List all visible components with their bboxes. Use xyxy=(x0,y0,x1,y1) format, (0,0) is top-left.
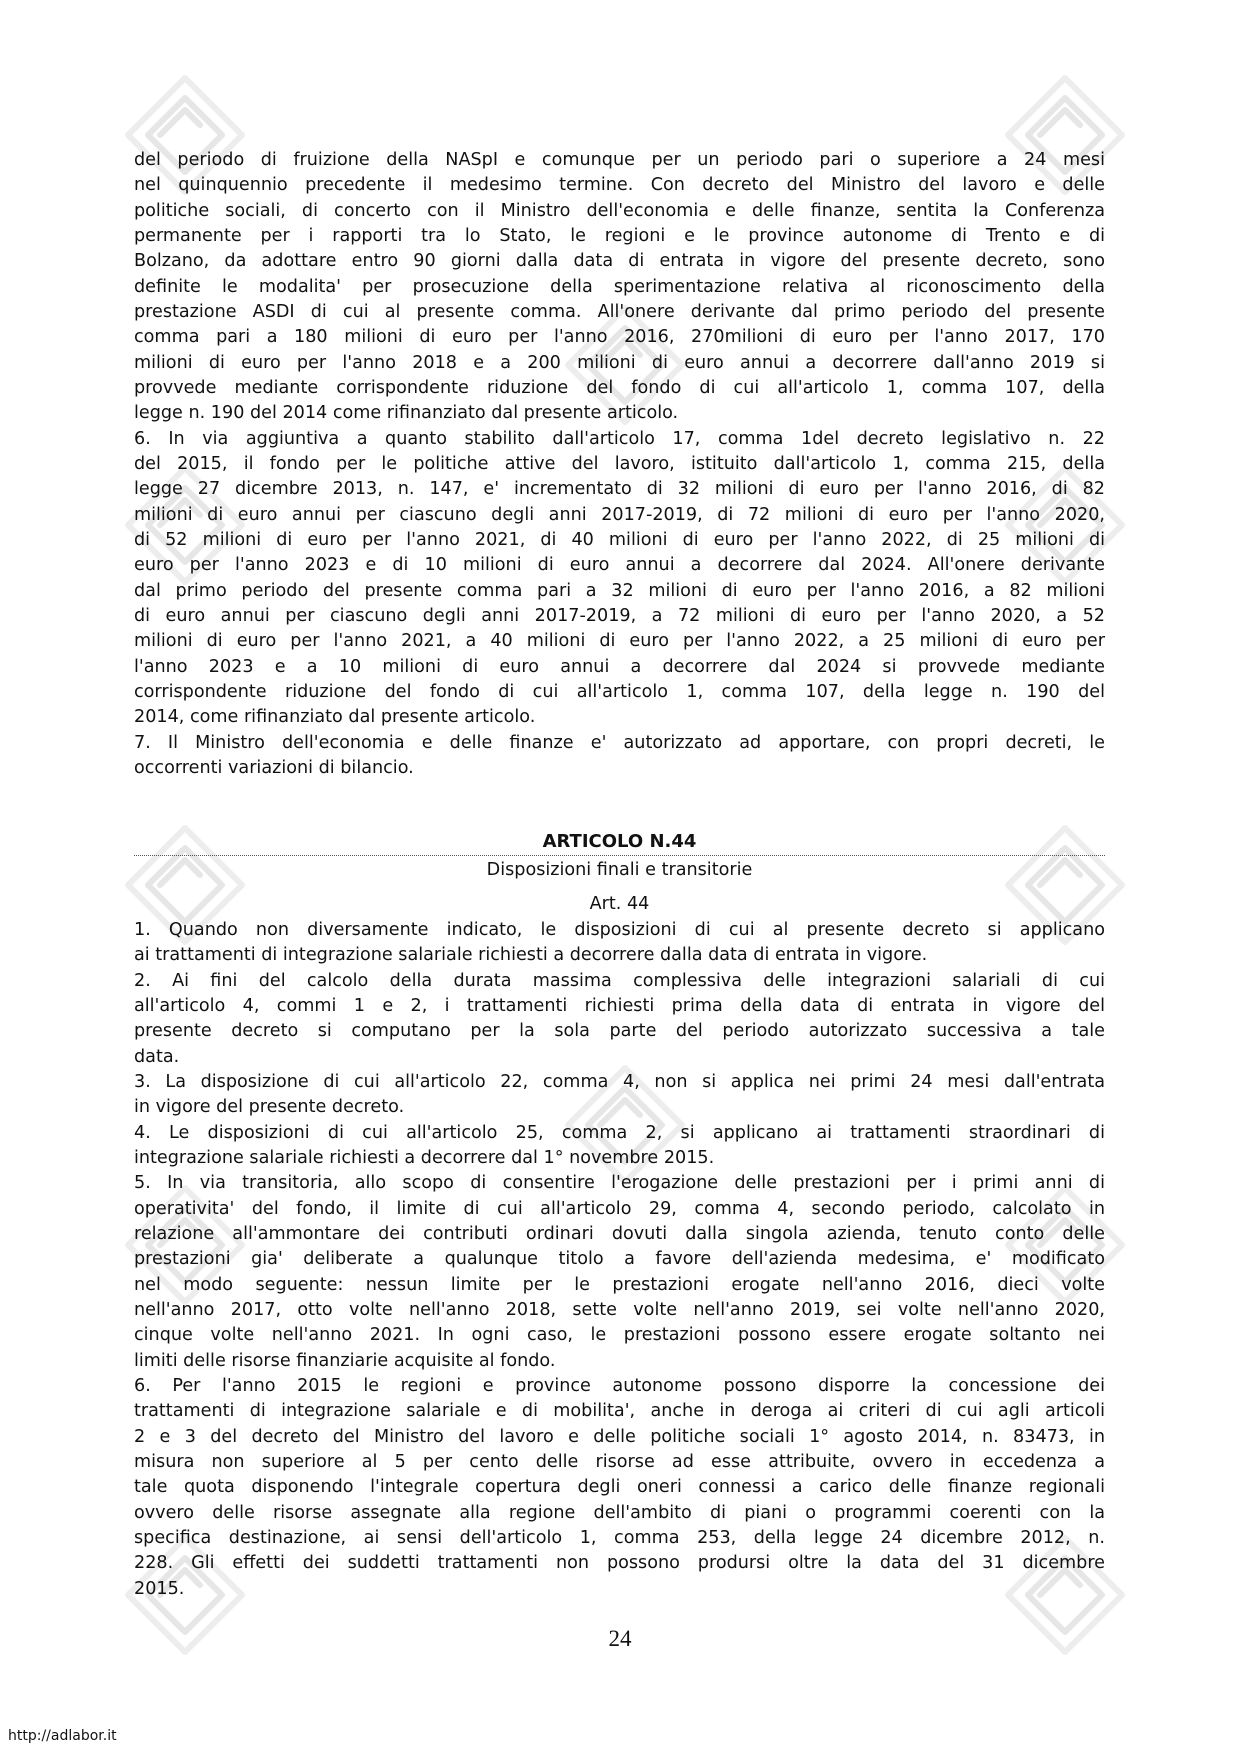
text-line: nel quinquennio precedente il medesimo termine. Con decreto del Ministro del lavoro e delle xyxy=(134,175,1105,196)
text-line: operativita' del fondo, il limite di cui all'articolo 29, comma 4, secondo periodo, calcolato in xyxy=(134,1198,1105,1219)
text-line: prestazione ASDI di cui al presente comma. All'onere derivante dal primo periodo del presente xyxy=(134,301,1105,322)
article-label: Art. 44 xyxy=(589,894,650,914)
text-line: 2014, come rifinanziato dal presente articolo. xyxy=(134,707,536,728)
text-line: euro per l'anno 2023 e di 10 milioni di euro annui a decorrere dal 2024. All'onere derivante xyxy=(134,555,1105,576)
text-line: nel modo seguente: nessun limite per le prestazioni erogate nell'anno 2016, dieci volte xyxy=(134,1274,1105,1295)
article-subtitle: Disposizioni finali e transitorie xyxy=(486,860,753,880)
text-line: permanente per i rapporti tra lo Stato, le regioni e le province autonome di Trento e di xyxy=(134,225,1105,246)
text-line: del 2015, il fondo per le politiche attive del lavoro, istituito dall'articolo 1, comma 215, della xyxy=(134,453,1105,474)
text-line: all'articolo 4, commi 1 e 2, i trattamenti richiesti prima della data di entrata in vigore del xyxy=(134,995,1105,1016)
text-line: cinque volte nell'anno 2021. In ogni caso, le prestazioni possono essere erogate soltanto nei xyxy=(134,1325,1105,1346)
text-line: misura non superiore al 5 per cento delle risorse ad esse attribuite, ovvero in eccedenza a xyxy=(134,1451,1105,1472)
text-line: milioni di euro per l'anno 2018 e a 200 milioni di euro annui a decorrere dall'anno 2019 si xyxy=(134,352,1105,373)
text-line: legge n. 190 del 2014 come rifinanziato dal presente articolo. xyxy=(134,403,679,424)
text-line: trattamenti di integrazione salariale e di mobilita', anche in deroga ai criteri di cui agli articoli xyxy=(134,1401,1105,1422)
text-line: 2 e 3 del decreto del Ministro del lavoro e delle politiche sociali 1° agosto 2014, n. 83473, in xyxy=(134,1426,1105,1447)
text-line: ovvero delle risorse assegnate alla regione dell'ambito di piani o programmi coerenti con la xyxy=(134,1502,1105,1523)
text-line: 228. Gli effetti dei suddetti trattamenti non possono prodursi oltre la data del 31 dicembre xyxy=(134,1553,1105,1574)
text-line: 7. Il Ministro dell'economia e delle finanze e' autorizzato ad apportare, con propri decreti, le xyxy=(134,732,1105,753)
text-line: prestazioni gia' deliberate a qualunque titolo a favore dell'azienda medesima, e' modificato xyxy=(134,1249,1105,1270)
article-title: ARTICOLO N.44 xyxy=(542,831,697,852)
text-line: 4. Le disposizioni di cui all'articolo 25, comma 2, si applicano ai trattamenti straordinari di xyxy=(134,1122,1105,1143)
text-line: corrispondente riduzione del fondo di cui all'articolo 1, comma 107, della legge n. 190 del xyxy=(134,681,1105,702)
text-line: nell'anno 2017, otto volte nell'anno 2018, sette volte nell'anno 2019, sei volte nell'anno 2020, xyxy=(134,1299,1105,1320)
text-line: di 52 milioni di euro per l'anno 2021, di 40 milioni di euro per l'anno 2022, di 25 milioni di xyxy=(134,529,1105,550)
text-line: legge 27 dicembre 2013, n. 147, e' incrementato di 32 milioni di euro per l'anno 2016, di 82 xyxy=(134,479,1105,500)
page-number: 24 xyxy=(608,1626,632,1651)
text-line: l'anno 2023 e a 10 milioni di euro annui a decorrere dal 2024 si provvede mediante xyxy=(134,656,1105,677)
text-line: occorrenti variazioni di bilancio. xyxy=(134,757,414,778)
text-line: limiti delle risorse finanziarie acquisite al fondo. xyxy=(134,1350,556,1371)
text-line: data. xyxy=(134,1046,180,1067)
text-line: politiche sociali, di concerto con il Ministro dell'economia e delle finanze, sentita la Conferenza xyxy=(134,200,1105,221)
text-line: milioni di euro annui per ciascuno degli anni 2017-2019, di 72 milioni di euro per l'anno 2020, xyxy=(134,504,1105,525)
footer-url: http://adlabor.it xyxy=(8,1728,117,1744)
text-line: 6. Per l'anno 2015 le regioni e province autonome possono disporre la concessione dei xyxy=(134,1375,1105,1396)
text-line: 1. Quando non diversamente indicato, le disposizioni di cui al presente decreto si applicano xyxy=(134,920,1105,940)
text-line: integrazione salariale richiesti a decorrere dal 1° novembre 2015. xyxy=(134,1147,715,1168)
text-line: definite le modalita' per prosecuzione della sperimentazione relativa al riconoscimento della xyxy=(134,276,1105,297)
text-line: specifica destinazione, ai sensi dell'articolo 1, comma 253, della legge 24 dicembre 2012, n. xyxy=(134,1527,1105,1548)
article-44-body xyxy=(134,918,1105,1602)
text-line: dal primo periodo del presente comma pari a 32 milioni di euro per l'anno 2016, a 82 milioni xyxy=(134,580,1105,601)
text-line: 2015. xyxy=(134,1578,185,1599)
text-line: 2. Ai fini del calcolo della durata massima complessiva delle integrazioni salariali di cui xyxy=(134,970,1105,991)
article-title-dotted-rule xyxy=(134,855,1105,856)
text-line: in vigore del presente decreto. xyxy=(134,1097,405,1118)
text-line: comma pari a 180 milioni di euro per l'anno 2016, 270milioni di euro per l'anno 2017, 170 xyxy=(134,327,1105,348)
text-line: relazione all'ammontare dei contributi ordinari dovuti dalla singola azienda, tenuto conto delle xyxy=(134,1223,1105,1244)
text-line: provvede mediante corrispondente riduzione del fondo di cui all'articolo 1, comma 107, della xyxy=(134,377,1105,398)
text-line: ai trattamenti di integrazione salariale richiesti a decorrere dalla data di entrata in vigore. xyxy=(134,945,928,966)
text-line: tale quota disponendo l'integrale copertura degli oneri connessi a carico delle finanze regionali xyxy=(134,1477,1105,1498)
text-line: presente decreto si computano per la sola parte del periodo autorizzato successiva a tale xyxy=(134,1021,1105,1042)
text-line: del periodo di fruizione della NASpI e comunque per un periodo pari o superiore a 24 mesi xyxy=(134,150,1105,170)
text-line: 6. In via aggiuntiva a quanto stabilito dall'articolo 17, comma 1del decreto legislativo n. 22 xyxy=(134,428,1105,449)
text-line: 3. La disposizione di cui all'articolo 22, comma 4, non si applica nei primi 24 mesi dall'entrata xyxy=(134,1071,1105,1092)
text-line: 5. In via transitoria, allo scopo di consentire l'erogazione delle prestazioni per i primi anni di xyxy=(134,1173,1105,1194)
article-43-continuation xyxy=(134,148,1105,781)
text-line: di euro annui per ciascuno degli anni 2017-2019, a 72 milioni di euro per l'anno 2020, a 52 xyxy=(134,605,1105,626)
text-line: Bolzano, da adottare entro 90 giorni dalla data di entrata in vigore del presente decreto, sono xyxy=(134,251,1105,272)
text-line: milioni di euro per l'anno 2021, a 40 milioni di euro per l'anno 2022, a 25 milioni di euro per xyxy=(134,631,1105,652)
